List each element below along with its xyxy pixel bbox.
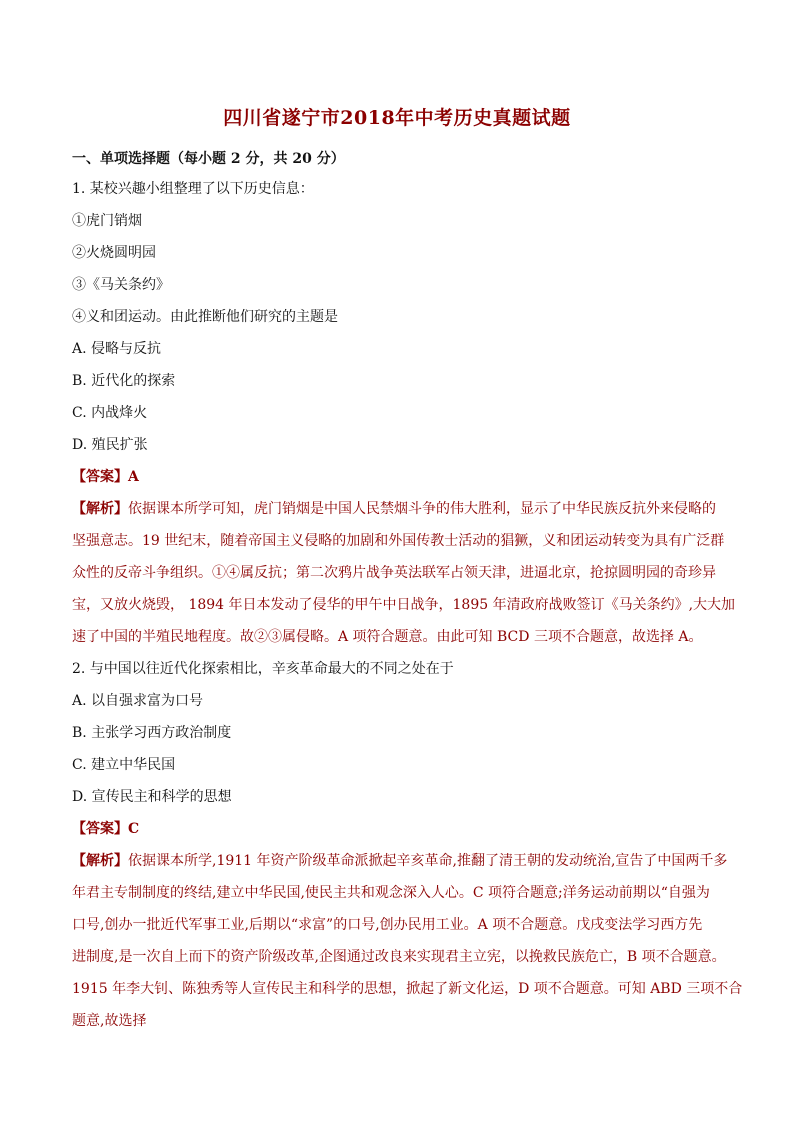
analysis-text: 依据课本所学,1911 年资产阶级革命派掀起辛亥革命,推翻了清王朝的发动统治,宣告了中国两千多: [128, 853, 728, 869]
question-1-stem: 1. 某校兴趣小组整理了以下历史信息：: [72, 181, 314, 197]
answer-value: A: [128, 469, 139, 485]
question-1-item-3: ③《马关条约》: [72, 277, 170, 293]
question-2-stem: 2. 与中国以往近代化探索相比，辛亥革命最大的不同之处在于: [72, 661, 454, 677]
question-2-analysis-line-2: 年君主专制制度的终结,建立中华民国,使民主共和观念深入人心。C 项符合题意;洋务运动前期以“自强为: [72, 885, 710, 901]
question-2-option-c: C. 建立中华民国: [72, 757, 176, 773]
question-2-analysis-line-5: 1915 年李大钊、陈独秀等人宣传民主和科学的思想，掀起了新文化运，D 项不合题意。可知 ABD 三项不合: [72, 981, 743, 997]
document-title: 四川省遂宁市2018年中考历史真题试题: [223, 107, 571, 129]
question-1-item-1: ①虎门销烟: [72, 213, 142, 229]
question-1-analysis-line-5: 速了中国的半殖民地程度。故②③属侵略。A 项符合题意。由此可知 BCD 三项不合题意，故选择 A。: [72, 629, 703, 645]
answer-label: 【答案】: [72, 821, 128, 837]
question-2-option-a: A. 以自强求富为口号: [72, 693, 204, 709]
question-1-option-d: D. 殖民扩张: [72, 437, 148, 453]
question-1-answer: [72, 466, 139, 486]
question-1-analysis-line-2: 坚强意志。19 世纪末，随着帝国主义侵略的加剧和外国传教士活动的猖獗，义和团运动转变为具有广泛群: [72, 533, 725, 549]
question-1-analysis-line-1: [72, 498, 716, 518]
analysis-label: 【解析】: [72, 501, 128, 517]
question-1-analysis-line-3: 众性的反帝斗争组织。①④属反抗；第二次鸦片战争英法联军占领天津，进逼北京，抢掠圆明园的奇珍异: [72, 565, 716, 581]
section-heading: 一、单项选择题（每小题 2 分，共 20 分）: [72, 151, 345, 167]
analysis-label: 【解析】: [72, 853, 128, 869]
answer-value: C: [128, 821, 140, 837]
question-2-option-d: D. 宣传民主和科学的思想: [72, 789, 232, 805]
question-1-item-2: ②火烧圆明园: [72, 245, 156, 261]
question-2-analysis-line-1: [72, 850, 727, 870]
question-1-option-b: B. 近代化的探索: [72, 373, 176, 389]
question-2-option-b: B. 主张学习西方政治制度: [72, 725, 232, 741]
question-2-analysis-line-6: 题意,故选择: [72, 1013, 147, 1029]
analysis-text: 依据课本所学可知，虎门销烟是中国人民禁烟斗争的伟大胜利，显示了中华民族反抗外来侵略的: [128, 501, 716, 517]
question-2-answer: [72, 818, 139, 838]
question-1-item-4: ④义和团运动。由此推断他们研究的主题是: [72, 309, 338, 325]
question-1-analysis-line-4: 宝，又放火烧毁， 1894 年日本发动了侵华的甲午中日战争，1895 年清政府战败签订《马关条约》,大大加: [72, 597, 736, 613]
answer-label: 【答案】: [72, 469, 128, 485]
question-2-analysis-line-3: 口号,创办一批近代军事工业,后期以“求富”的口号,创办民用工业。A 项不合题意。戊戌变法学习西方先: [72, 917, 703, 933]
question-2-analysis-line-4: 进制度,是一次自上而下的资产阶级改革,企图通过改良来实现君主立宪，以挽救民族危亡，B 项不合题意。: [72, 949, 726, 965]
question-1-option-c: C. 内战烽火: [72, 405, 148, 421]
question-1-option-a: A. 侵略与反抗: [72, 341, 162, 357]
